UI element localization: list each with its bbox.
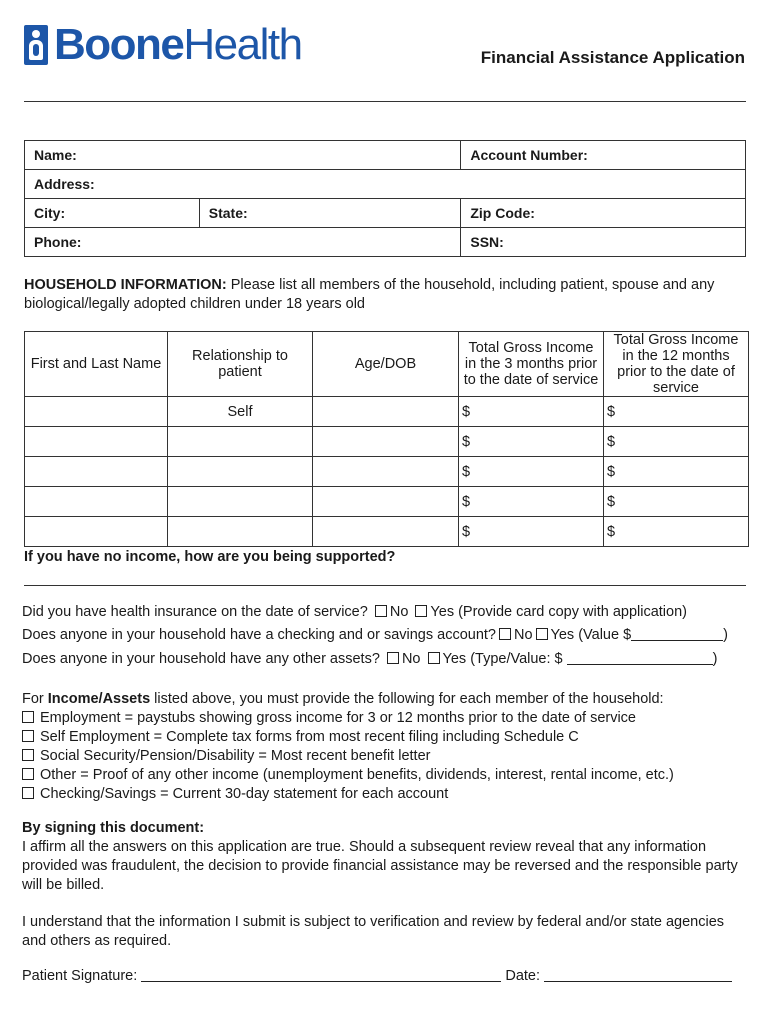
checking-savings-label: Checking/Savings = Current 30-day statement for each account — [40, 786, 449, 802]
household-instructions — [24, 276, 748, 314]
account-number-field[interactable] — [461, 141, 746, 170]
employment-checkbox[interactable] — [22, 711, 34, 723]
income-12-cell[interactable]: $ — [604, 517, 749, 547]
income-3-cell[interactable]: $ — [459, 457, 604, 487]
name-cell[interactable] — [25, 517, 168, 547]
self-employment-checkbox[interactable] — [22, 730, 34, 742]
form-title: Financial Assistance Application — [480, 48, 745, 67]
date-label: Date: — [505, 968, 541, 984]
account-number-label: Account Number: — [470, 147, 588, 163]
bank-value-blank[interactable] — [631, 628, 723, 641]
insurance-no-checkbox[interactable] — [375, 605, 387, 617]
income-assets-section — [22, 690, 674, 804]
no-income-answer-line[interactable] — [24, 585, 746, 586]
city-label: City: — [34, 205, 66, 221]
zip-code-label: Zip Code: — [470, 205, 535, 221]
income-3-cell[interactable]: $ — [459, 487, 604, 517]
assets-no-label: No — [401, 651, 421, 667]
boone-health-logo — [24, 22, 302, 68]
logo-text-bold: Boone — [54, 20, 184, 69]
list-item — [22, 709, 674, 728]
assets-yes-checkbox[interactable] — [428, 652, 440, 664]
income-12-cell[interactable]: $ — [604, 427, 749, 457]
name-cell[interactable] — [25, 427, 168, 457]
col-name: First and Last Name — [25, 332, 168, 397]
assets-close-paren: ) — [712, 651, 718, 667]
name-cell[interactable] — [25, 457, 168, 487]
bank-close-paren: ) — [723, 627, 728, 643]
intro-post: listed above, you must provide the following for each member of the household: — [150, 691, 664, 707]
age-cell[interactable] — [313, 517, 459, 547]
bank-account-question — [22, 627, 728, 643]
bank-yes-label: Yes (Value $ — [550, 627, 632, 643]
table-row — [25, 457, 749, 487]
person-logo-icon — [24, 25, 48, 65]
insurance-no-label: No — [389, 604, 409, 620]
relationship-cell[interactable] — [168, 457, 313, 487]
name-cell[interactable] — [25, 487, 168, 517]
zip-code-field[interactable] — [461, 199, 746, 228]
assets-value-blank[interactable] — [567, 652, 713, 665]
verification-paragraph: I understand that the information I submit is subject to verification and review by federal and/or state agencies and others as required. — [22, 914, 725, 949]
income-12-cell[interactable]: $ — [604, 457, 749, 487]
other-assets-question-text: Does anyone in your household have any other assets? — [22, 651, 380, 667]
income-3-cell[interactable]: $ — [459, 397, 604, 427]
income-assets-intro — [22, 690, 674, 709]
other-income-label: Other = Proof of any other income (unemployment benefits, dividends, interest, rental income, etc.) — [40, 767, 674, 783]
income-3-cell[interactable]: $ — [459, 517, 604, 547]
state-field[interactable] — [199, 199, 461, 228]
income-12-cell[interactable]: $ — [604, 487, 749, 517]
relationship-cell[interactable] — [168, 487, 313, 517]
list-item — [22, 747, 674, 766]
address-label: Address: — [34, 176, 95, 192]
bank-no-checkbox[interactable] — [499, 628, 511, 640]
signature-label: Patient Signature: — [22, 968, 138, 984]
age-cell[interactable] — [313, 487, 459, 517]
bank-yes-checkbox[interactable] — [536, 628, 548, 640]
ssn-field[interactable] — [461, 228, 746, 257]
household-header-row — [25, 332, 749, 397]
household-text: Please list all members of the household, including patient, spouse and any biological/legally adopted children under 18 years old — [24, 277, 715, 312]
other-assets-question — [22, 651, 718, 667]
age-cell[interactable] — [313, 397, 459, 427]
col-income-3-months: Total Gross Income in the 3 months prior to the date of service — [459, 332, 604, 397]
signature-line — [22, 968, 732, 984]
assets-yes-label: Yes (Type/Value: $ — [442, 651, 563, 667]
signing-heading: By signing this document: — [22, 820, 205, 836]
intro-bold: Income/Assets — [47, 691, 151, 707]
address-field[interactable] — [25, 170, 746, 199]
logo-wordmark — [54, 22, 302, 68]
name-cell[interactable] — [25, 397, 168, 427]
col-income-12-months: Total Gross Income in the 12 months prior to the date of service — [604, 332, 749, 397]
table-row — [25, 397, 749, 427]
checking-savings-checkbox[interactable] — [22, 787, 34, 799]
table-row — [25, 427, 749, 457]
other-income-checkbox[interactable] — [22, 768, 34, 780]
age-cell[interactable] — [313, 457, 459, 487]
employment-label: Employment = paystubs showing gross income for 3 or 12 months prior to the date of service — [40, 710, 637, 726]
phone-field[interactable] — [25, 228, 461, 257]
insurance-question-text: Did you have health insurance on the date of service? — [22, 604, 368, 620]
insurance-question — [22, 604, 687, 620]
social-security-checkbox[interactable] — [22, 749, 34, 761]
table-row — [25, 487, 749, 517]
self-employment-label: Self Employment = Complete tax forms from most recent filing including Schedule C — [40, 729, 579, 745]
income-3-cell[interactable]: $ — [459, 427, 604, 457]
name-label: Name: — [34, 147, 77, 163]
social-security-label: Social Security/Pension/Disability = Most recent benefit letter — [40, 748, 431, 764]
applicant-info-table — [24, 140, 746, 257]
age-cell[interactable] — [313, 427, 459, 457]
affirmation-paragraph: I affirm all the answers on this application are true. Should a subsequent review reveal that any information provided was fraudulent, the decision to provide financial assistance may be reversed and the responsible party will be billed. — [22, 839, 738, 893]
intro-pre: For — [22, 691, 48, 707]
state-label: State: — [208, 205, 248, 221]
date-blank[interactable] — [544, 969, 732, 982]
table-row — [25, 517, 749, 547]
list-item — [22, 785, 674, 804]
col-age-dob: Age/DOB — [313, 332, 459, 397]
signature-blank[interactable] — [141, 969, 501, 982]
insurance-yes-checkbox[interactable] — [415, 605, 427, 617]
relationship-cell[interactable] — [168, 517, 313, 547]
no-income-question: If you have no income, how are you being supported? — [24, 549, 396, 565]
list-item — [22, 728, 674, 747]
income-12-cell[interactable]: $ — [604, 397, 749, 427]
logo-text-light: Health — [183, 20, 302, 69]
ssn-label: SSN: — [470, 234, 504, 250]
phone-label: Phone: — [34, 234, 82, 250]
col-relationship: Relationship to patient — [168, 332, 313, 397]
insurance-yes-label: Yes (Provide card copy with application) — [430, 604, 687, 620]
household-table — [24, 331, 749, 547]
bank-account-question-text: Does anyone in your household have a checking and or savings account? — [22, 627, 496, 643]
assets-no-checkbox[interactable] — [387, 652, 399, 664]
header-divider — [24, 101, 746, 102]
relationship-cell[interactable] — [168, 427, 313, 457]
household-heading: HOUSEHOLD INFORMATION: — [24, 277, 227, 293]
bank-no-label: No — [513, 627, 533, 643]
list-item — [22, 766, 674, 785]
relationship-cell[interactable]: Self — [168, 397, 313, 427]
name-field[interactable] — [25, 141, 461, 170]
city-field[interactable] — [25, 199, 200, 228]
